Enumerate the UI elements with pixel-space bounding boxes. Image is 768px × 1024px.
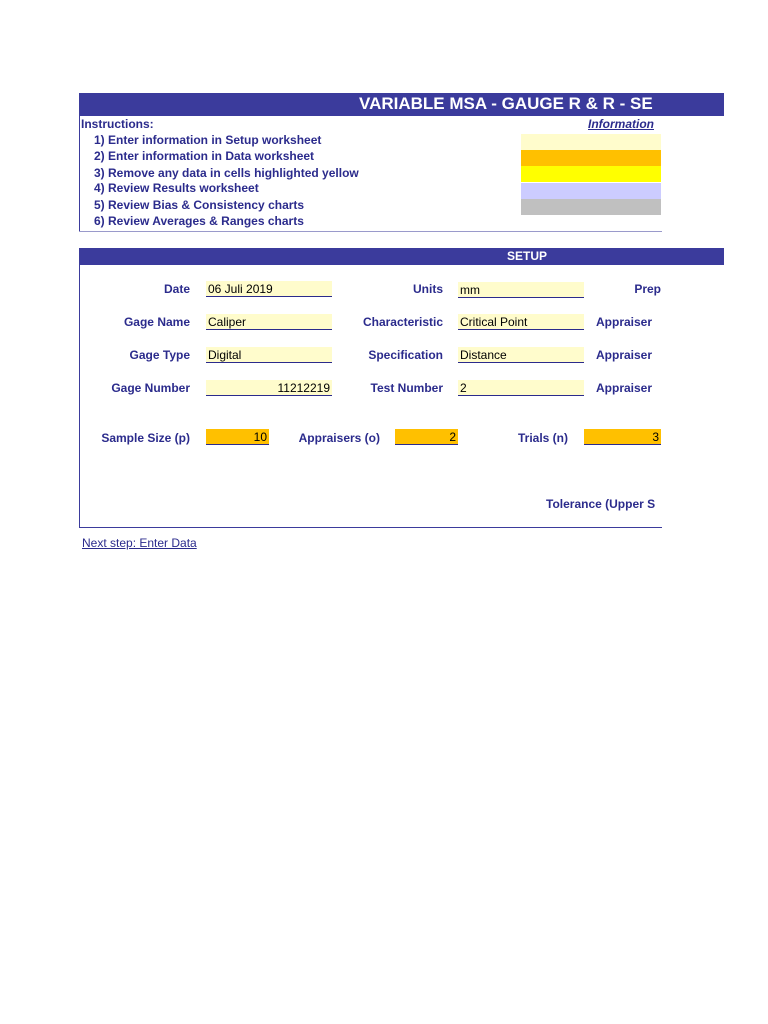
swatch-results [521, 183, 661, 199]
test-number-field[interactable]: 2 [458, 380, 584, 396]
title-bar [79, 93, 724, 116]
sample-size-label: Sample Size (p) [101, 431, 190, 445]
swatch-input [521, 134, 661, 150]
gage-name-field[interactable]: Caliper [206, 314, 332, 330]
instruction-1: 1) Enter information in Setup worksheet [94, 133, 322, 147]
characteristic-field[interactable]: Critical Point [458, 314, 584, 330]
appraiser-label-1: Appraiser [596, 315, 653, 329]
instruction-6: 6) Review Averages & Ranges charts [94, 214, 304, 228]
swatch-required [521, 150, 661, 166]
gage-type-label: Gage Type [129, 348, 190, 362]
trials-field[interactable]: 3 [584, 429, 661, 445]
tolerance-label: Tolerance (Upper S [546, 497, 656, 511]
appraisers-label: Appraisers (o) [298, 431, 380, 445]
date-label: Date [163, 282, 190, 296]
specification-field[interactable]: Distance [458, 347, 584, 363]
trials-label: Trials (n) [517, 431, 568, 445]
appraisers-field[interactable]: 2 [395, 429, 458, 445]
instruction-2: 2) Enter information in Data worksheet [94, 149, 315, 163]
swatch-calculated [521, 199, 661, 215]
specification-label: Specification [368, 348, 443, 362]
setup-panel [79, 265, 662, 528]
date-field[interactable]: 06 Juli 2019 [206, 281, 332, 297]
instructions-label: Instructions: [81, 117, 154, 131]
gage-name-label: Gage Name [123, 315, 190, 329]
appraiser-label-3: Appraiser [596, 381, 653, 395]
swatch-highlight [521, 166, 661, 182]
instruction-3: 3) Remove any data in cells highlighted yellow [94, 166, 359, 180]
prepared-label: Prep [634, 282, 661, 296]
instruction-5: 5) Review Bias & Consistency charts [94, 198, 305, 212]
test-number-label: Test Number [370, 381, 443, 395]
setup-header [79, 248, 724, 265]
information-label: Information [588, 117, 654, 131]
page-title: VARIABLE MSA - GAUGE R & R - SE [359, 94, 653, 113]
setup-title: SETUP [507, 249, 548, 263]
gage-number-field[interactable]: 11212219 [206, 380, 332, 396]
instructions-frame-bottom [79, 231, 662, 232]
characteristic-label: Characteristic [362, 315, 443, 329]
appraiser-label-2: Appraiser [596, 348, 653, 362]
gage-number-label: Gage Number [111, 381, 190, 395]
units-field[interactable]: mm [458, 282, 584, 298]
instructions-frame-left [79, 116, 80, 232]
next-step-link[interactable]: Next step: Enter Data [82, 536, 197, 550]
gage-type-field[interactable]: Digital [206, 347, 332, 363]
sample-size-field[interactable]: 10 [206, 429, 269, 445]
instruction-4: 4) Review Results worksheet [94, 181, 259, 195]
units-label: Units [413, 282, 443, 296]
